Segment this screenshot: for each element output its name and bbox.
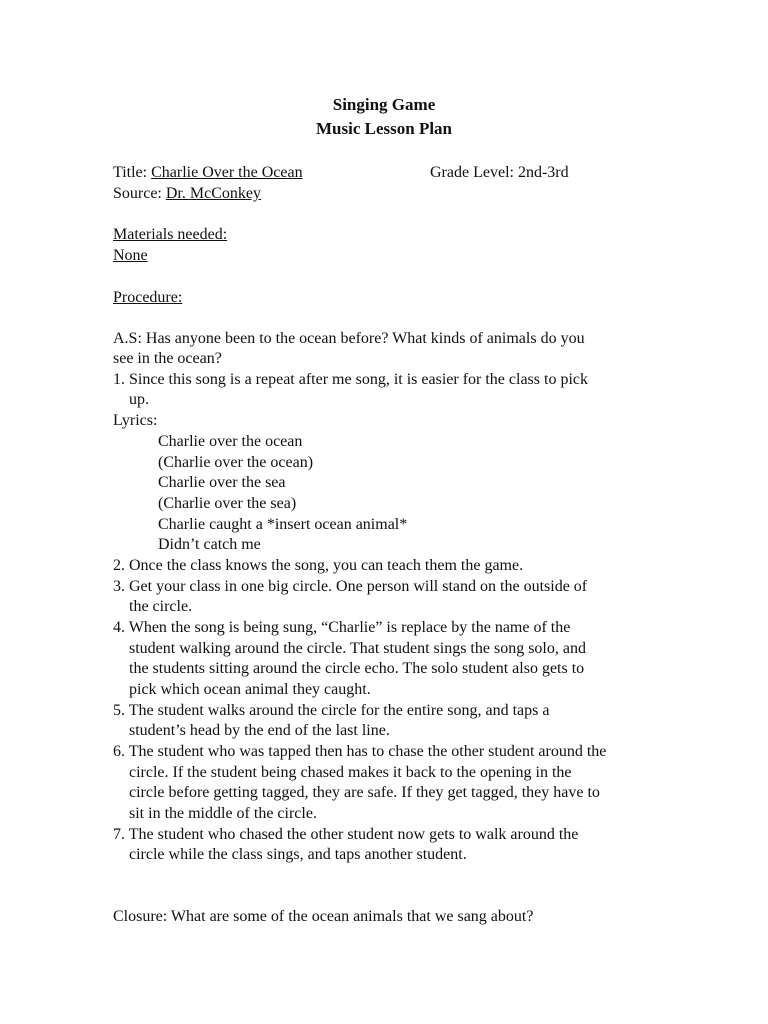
title-row — [113, 163, 303, 183]
anticipatory-set-line: see in the ocean? — [113, 350, 222, 367]
lyric-line: Didn’t catch me — [158, 536, 261, 553]
lyric-line: Charlie caught a *insert ocean animal* — [158, 516, 408, 533]
lyric-line: (Charlie over the sea) — [158, 495, 297, 512]
source-value: Dr. McConkey — [165, 185, 261, 202]
lyrics-label: Lyrics: — [113, 412, 158, 429]
step-4-line: student walking around the circle. That student sings the song solo, and — [129, 640, 586, 657]
step-6-line: circle. If the student being chased makes it back to the opening in the — [129, 764, 572, 781]
lyric-line: Charlie over the sea — [158, 474, 286, 491]
step-6-line: 6. The student who was tapped then has to chase the other student around the — [113, 743, 607, 760]
step-1-line: up. — [129, 391, 149, 408]
step-4-line: 4. When the song is being sung, “Charlie” is replace by the name of the — [113, 619, 571, 636]
source-label: Source: — [113, 185, 166, 202]
title-value: Charlie Over the Ocean — [151, 164, 303, 181]
step-2-line: 2. Once the class knows the song, you can teach them the game. — [113, 557, 524, 574]
procedure-heading: Procedure: — [113, 289, 183, 306]
anticipatory-set-line: A.S: Has anyone been to the ocean before? What kinds of animals do you — [113, 330, 585, 347]
step-7-line: 7. The student who chased the other student now gets to walk around the — [113, 826, 579, 843]
step-4-line: pick which ocean animal they caught. — [129, 681, 371, 698]
step-6-line: sit in the middle of the circle. — [129, 805, 317, 822]
step-3-line: 3. Get your class in one big circle. One person will stand on the outside of — [113, 578, 588, 595]
step-6-line: circle before getting tagged, they are safe. If they get tagged, they have to — [129, 784, 600, 801]
document-title: Singing Game — [332, 95, 436, 114]
title-label: Title: — [113, 164, 152, 181]
step-7-line: circle while the class sings, and taps another student. — [129, 846, 467, 863]
step-3-line: the circle. — [129, 598, 193, 615]
source-row — [113, 184, 261, 204]
lyric-line: (Charlie over the ocean) — [158, 454, 314, 471]
materials-heading: Materials needed: — [113, 226, 228, 243]
step-5-line: 5. The student walks around the circle for the entire song, and taps a — [113, 702, 550, 719]
document-subtitle: Music Lesson Plan — [315, 119, 453, 138]
grade-level: Grade Level: 2nd-3rd — [430, 164, 569, 181]
step-1-line: 1. Since this song is a repeat after me song, it is easier for the class to pick — [113, 371, 588, 388]
step-5-line: student’s head by the end of the last line. — [129, 722, 390, 739]
lyric-line: Charlie over the ocean — [158, 433, 303, 450]
step-4-line: the students sitting around the circle echo. The solo student also gets to — [129, 660, 585, 677]
closure-line: Closure: What are some of the ocean animals that we sang about? — [113, 908, 534, 925]
materials-value: None — [113, 247, 148, 264]
